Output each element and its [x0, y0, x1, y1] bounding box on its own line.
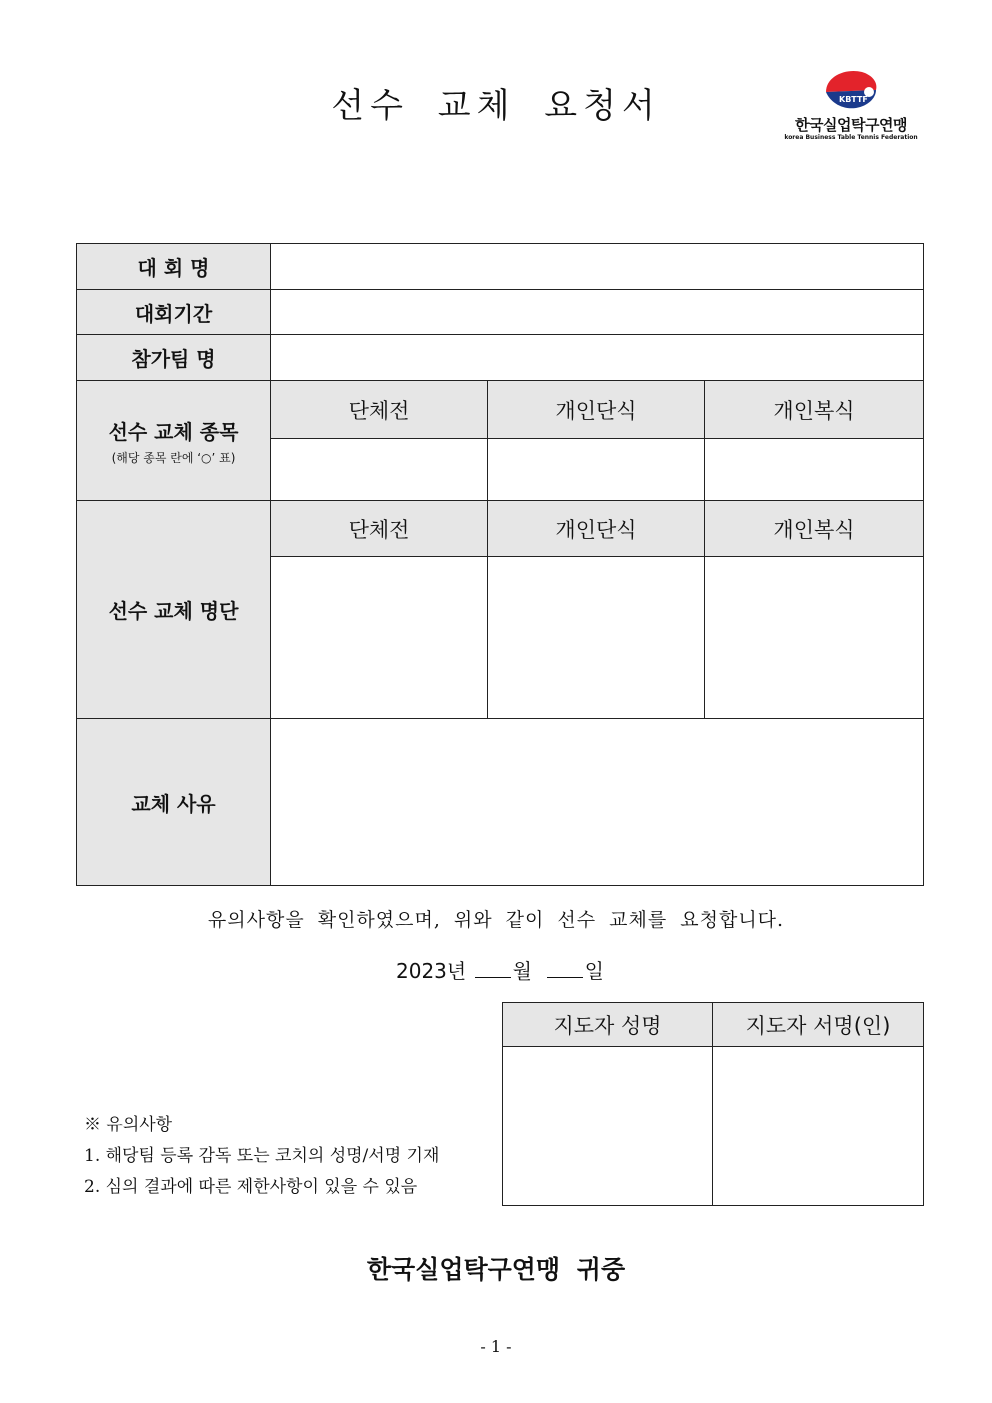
recipient-footer: 한국실업탁구연맹 귀중: [366, 1255, 626, 1284]
event-name-field[interactable]: [271, 244, 924, 290]
day-blank[interactable]: [547, 959, 583, 978]
reason-label: 교체 사유: [77, 719, 271, 886]
logo-name-en: korea Business Table Tennis Federation: [784, 134, 918, 141]
category-label-text: 선수 교체 종목: [108, 419, 239, 444]
date-line: [396, 955, 604, 984]
svg-text:KBTTF: KBTTF: [839, 95, 868, 104]
coach-signature-header: 지도자 서명(인): [713, 1003, 924, 1047]
category-team-header: 단체전: [271, 381, 488, 439]
category-label: [77, 381, 271, 501]
confirmation-statement: 유의사항을 확인하였으며, 위와 같이 선수 교체를 요청합니다.: [207, 909, 785, 931]
category-singles-header: 개인단식: [488, 381, 705, 439]
logo-emblem-icon: [822, 68, 880, 112]
notes-item: 1. 해당팀 등록 감독 또는 코치의 성명/서명 기재: [84, 1146, 440, 1166]
signature-table: [502, 1002, 924, 1206]
event-period-label: 대회기간: [77, 290, 271, 335]
roster-team-header: 단체전: [271, 501, 488, 557]
request-form-table: [76, 243, 924, 886]
team-name-field[interactable]: [271, 335, 924, 381]
roster-singles-header: 개인단식: [488, 501, 705, 557]
category-doubles-header: 개인복식: [705, 381, 924, 439]
page-number: - 1 -: [480, 1337, 512, 1356]
event-period-field[interactable]: [271, 290, 924, 335]
event-name-label: 대 회 명: [77, 244, 271, 290]
federation-logo: [776, 68, 926, 146]
coach-signature-field[interactable]: [713, 1047, 924, 1206]
team-name-label: 참가팀 명: [77, 335, 271, 381]
category-doubles-field[interactable]: [705, 439, 924, 501]
category-team-field[interactable]: [271, 439, 488, 501]
notes-title: ※ 유의사항: [84, 1115, 173, 1135]
date-day: 일: [584, 959, 604, 983]
reason-field[interactable]: [271, 719, 924, 886]
coach-name-field[interactable]: [503, 1047, 713, 1206]
notes-item: 2. 심의 결과에 따른 제한사항이 있을 수 있음: [84, 1177, 418, 1197]
coach-name-header: 지도자 성명: [503, 1003, 713, 1047]
roster-team-field[interactable]: [271, 557, 488, 719]
roster-doubles-field[interactable]: [705, 557, 924, 719]
month-blank[interactable]: [475, 959, 511, 978]
logo-name: 한국실업탁구연맹: [795, 116, 907, 134]
date-month: 월: [512, 959, 532, 983]
date-year: 2023년: [396, 959, 467, 983]
roster-singles-field[interactable]: [488, 557, 705, 719]
document-title: 선수 교체 요청서: [331, 86, 661, 126]
notes-section: [84, 1110, 439, 1203]
roster-label: 선수 교체 명단: [77, 501, 271, 719]
category-singles-field[interactable]: [488, 439, 705, 501]
category-note: (해당 종목 란에 ‘○’ 표): [111, 450, 236, 465]
roster-doubles-header: 개인복식: [705, 501, 924, 557]
